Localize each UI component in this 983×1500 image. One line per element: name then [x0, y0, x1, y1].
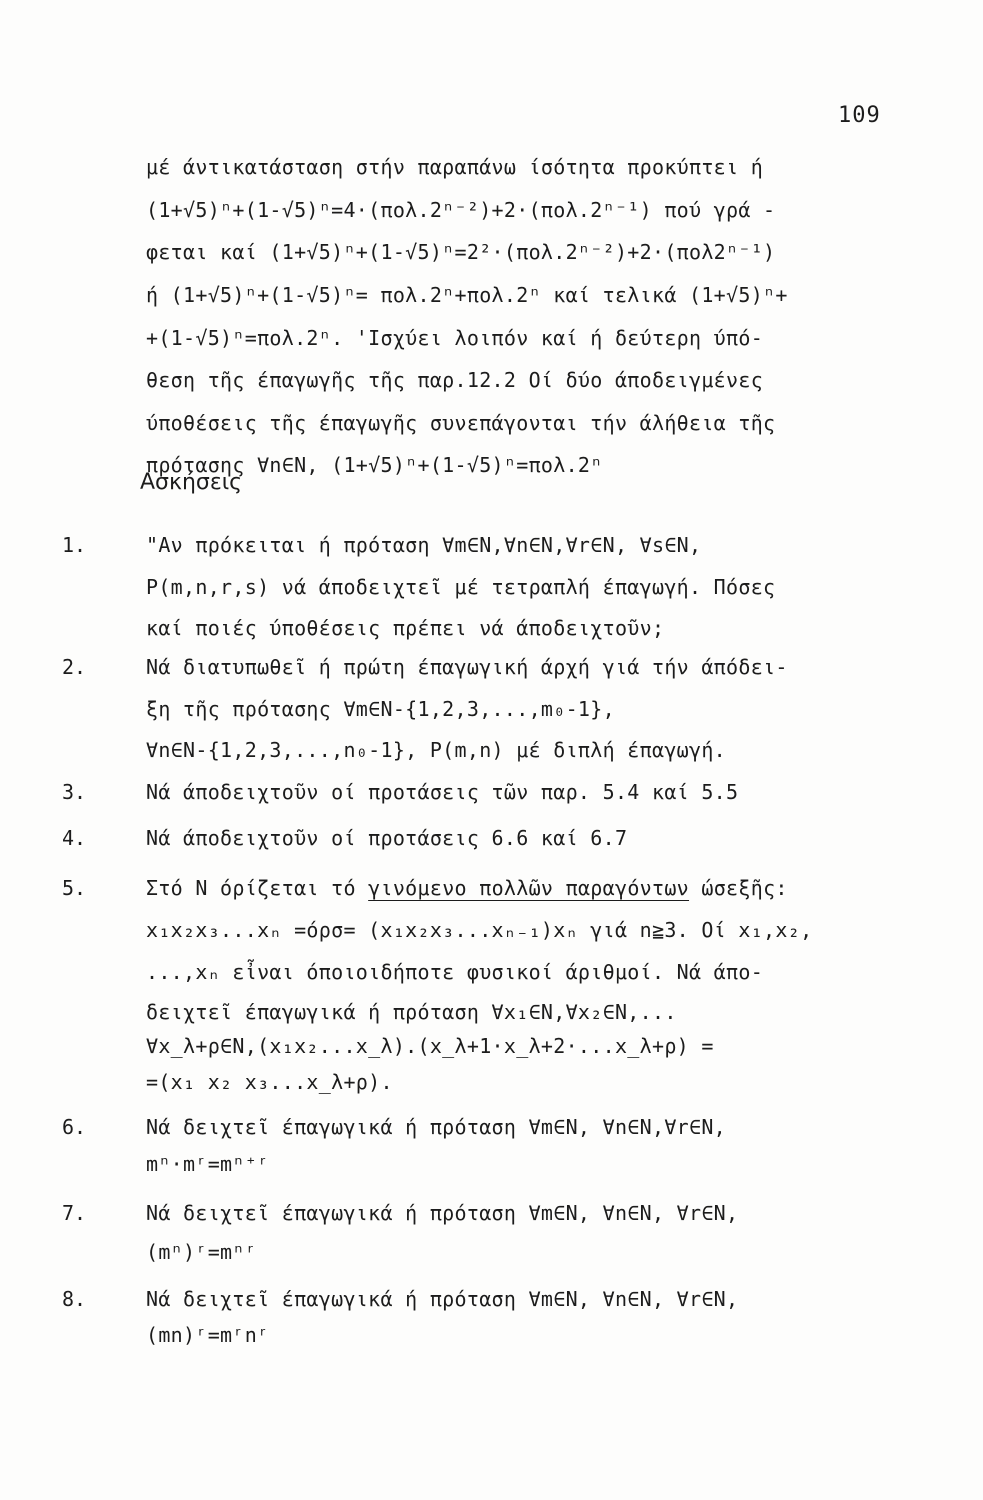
- exercise-line: ξη τῆς πρότασης ∀m∈N-{1,2,3,...,m₀-1},: [146, 697, 615, 721]
- exercise-number: 6.: [62, 1115, 87, 1139]
- exercise-line: (mn)ʳ=mʳnʳ: [146, 1323, 270, 1347]
- paragraph-line: (1+√5)ⁿ+(1-√5)ⁿ=4·(πολ.2ⁿ⁻²)+2·(πολ.2ⁿ⁻¹) πού γρά -: [146, 198, 776, 222]
- exercise-line: Νά άποδειχτοῦν οί προτάσεις τῶν παρ. 5.4 καί 5.5: [146, 780, 739, 804]
- exercise-line: P(m,n,r,s) νά άποδειχτεῖ μέ τετραπλή έπαγωγή. Πόσες: [146, 575, 776, 599]
- paragraph-line: πρότασης ∀n∈N, (1+√5)ⁿ+(1-√5)ⁿ=πολ.2ⁿ: [146, 453, 603, 477]
- exercise-line: ∀x_λ+ρ∈N,(x₁x₂...x_λ).(x_λ+1·x_λ+2·...x_λ+ρ) =: [146, 1034, 714, 1058]
- exercise-line: Νά δειχτεῖ έπαγωγικά ή πρόταση ∀m∈N, ∀n∈N,∀r∈N,: [146, 1115, 727, 1139]
- exercise-line: Νά άποδειχτοῦν οί προτάσεις 6.6 καί 6.7: [146, 826, 628, 850]
- page-number: 109: [838, 103, 881, 128]
- paragraph-line: θεση τῆς έπαγωγῆς τῆς παρ.12.2 Οί δύο άποδειγμένες: [146, 368, 764, 392]
- exercise-number: 7.: [62, 1201, 87, 1225]
- exercise-text: Στό N όρίζεται τό: [146, 876, 356, 900]
- exercise-line: ...,xₙ εἶναι όποιοιδήποτε φυσικοί άριθμοί. Νά άπο-: [146, 960, 764, 984]
- paragraph-line: φεται καί (1+√5)ⁿ+(1-√5)ⁿ=2²·(πολ.2ⁿ⁻²)+2·(πολ2ⁿ⁻¹): [146, 240, 776, 264]
- exercise-line: mⁿ·mʳ=mⁿ⁺ʳ: [146, 1152, 270, 1176]
- exercise-line: "Αν πρόκειται ή πρόταση ∀m∈N,∀n∈N,∀r∈N, ∀s∈N,: [146, 533, 702, 557]
- underlined-term: γινόμενο πολλῶν παραγόντων: [368, 876, 690, 900]
- exercise-number: 8.: [62, 1287, 87, 1311]
- exercise-line: Νά δειχτεῖ έπαγωγικά ή πρόταση ∀m∈N, ∀n∈N, ∀r∈N,: [146, 1201, 739, 1225]
- exercise-line: (mⁿ)ʳ=mⁿʳ: [146, 1240, 258, 1264]
- exercise-number: 1.: [62, 533, 87, 557]
- exercise-line: ∀n∈N-{1,2,3,...,n₀-1}, P(m,n) μέ διπλή έπαγωγή.: [146, 738, 727, 762]
- exercise-number: 4.: [62, 826, 87, 850]
- exercise-line: Νά διατυπωθεῖ ή πρώτη έπαγωγική άρχή γιά τήν άπόδει-: [146, 655, 788, 679]
- exercise-text: ώσεξῆς:: [701, 876, 788, 900]
- exercise-line: καί ποιές ύποθέσεις πρέπει νά άποδειχτοῦν;: [146, 616, 665, 640]
- paragraph-line: μέ άντικατάσταση στήν παραπάνω ίσότητα προκύπτει ή: [146, 155, 764, 179]
- exercise-line: x₁x₂x₃...xₙ =όρσ= (x₁x₂x₃...xₙ₋₁)xₙ γιά n≧3. Οί x₁,x₂,: [146, 918, 813, 942]
- exercise-number: 5.: [62, 876, 87, 900]
- exercise-line: =(x₁ x₂ x₃...x_λ+ρ).: [146, 1070, 393, 1094]
- paragraph-line: ύποθέσεις τῆς έπαγωγῆς συνεπάγονται τήν άλήθεια τῆς: [146, 411, 776, 435]
- paragraph-line: +(1-√5)ⁿ=πολ.2ⁿ. 'Ισχύει λοιπόν καί ή δεύτερη ύπό-: [146, 326, 764, 350]
- exercise-number: 2.: [62, 655, 87, 679]
- section-heading: Ασκήσεις: [140, 470, 243, 495]
- paragraph-line: ή (1+√5)ⁿ+(1-√5)ⁿ= πολ.2ⁿ+πολ.2ⁿ καί τελικά (1+√5)ⁿ+: [146, 283, 788, 307]
- exercise-line: [146, 876, 788, 900]
- exercise-line: δειχτεῖ έπαγωγικά ή πρόταση ∀x₁∈N,∀x₂∈N,...: [146, 1000, 677, 1024]
- exercise-line: Νά δειχτεῖ έπαγωγικά ή πρόταση ∀m∈N, ∀n∈N, ∀r∈N,: [146, 1287, 739, 1311]
- exercise-number: 3.: [62, 780, 87, 804]
